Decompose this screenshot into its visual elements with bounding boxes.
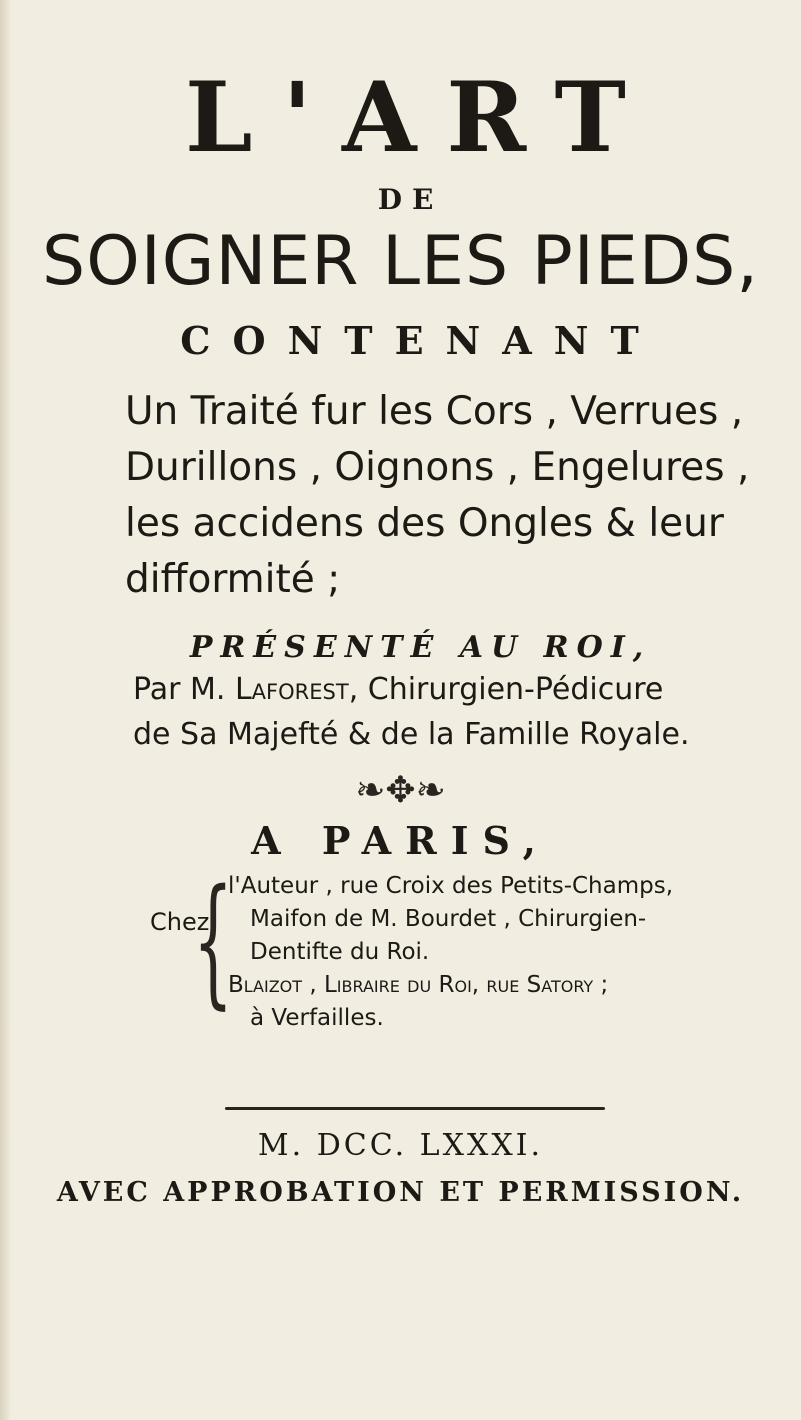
address-line-5: à Verfailles. <box>250 1005 384 1031</box>
description-line-1: Un Traité fur les Cors , Verrues , <box>125 389 744 434</box>
curly-brace-icon: { <box>193 860 234 1023</box>
title-de: DE <box>377 183 444 216</box>
description-line-2: Durillons , Oignons , Engelures , <box>125 445 750 490</box>
divider-rule <box>225 1107 605 1110</box>
title-main: SOIGNER LES PIEDS, <box>42 222 759 301</box>
author-name: Laforest <box>234 672 349 707</box>
description-line-3: les accidens des Ongles & leur <box>125 501 724 546</box>
imprint-city: A PARIS, <box>251 818 550 863</box>
author-line-1 <box>133 672 663 707</box>
address-line-4: Blaizot , Libraire du Roi, rue Satory ; <box>228 972 609 998</box>
approbation-line: AVEC APPROBATION ET PERMISSION. <box>56 1177 745 1208</box>
description-line-4: difformité ; <box>125 557 341 602</box>
presented-to-king: PRÉSENTÉ AU ROI, <box>189 630 652 665</box>
title-contenant: CONTENANT <box>180 318 661 363</box>
fleuron-ornament: ❧✥❧ <box>355 770 446 811</box>
address-line-1: l'Auteur , rue Croix des Petits-Champs, <box>228 873 674 899</box>
author-line-2: de Sa Majefté & de la Famille Royale. <box>133 717 690 752</box>
address-line-2: Maifon de M. Bourdet , Chirurgien- <box>250 906 647 932</box>
publication-date: M. DCC. LXXXI. <box>257 1128 544 1163</box>
address-line-3: Dentifte du Roi. <box>250 939 430 965</box>
imprint-chez: Chez <box>150 908 210 936</box>
author-title: , Chirurgien-Pédicure <box>348 672 664 707</box>
title-art: L'ART <box>185 61 656 174</box>
author-prefix: Par M. <box>133 672 226 707</box>
